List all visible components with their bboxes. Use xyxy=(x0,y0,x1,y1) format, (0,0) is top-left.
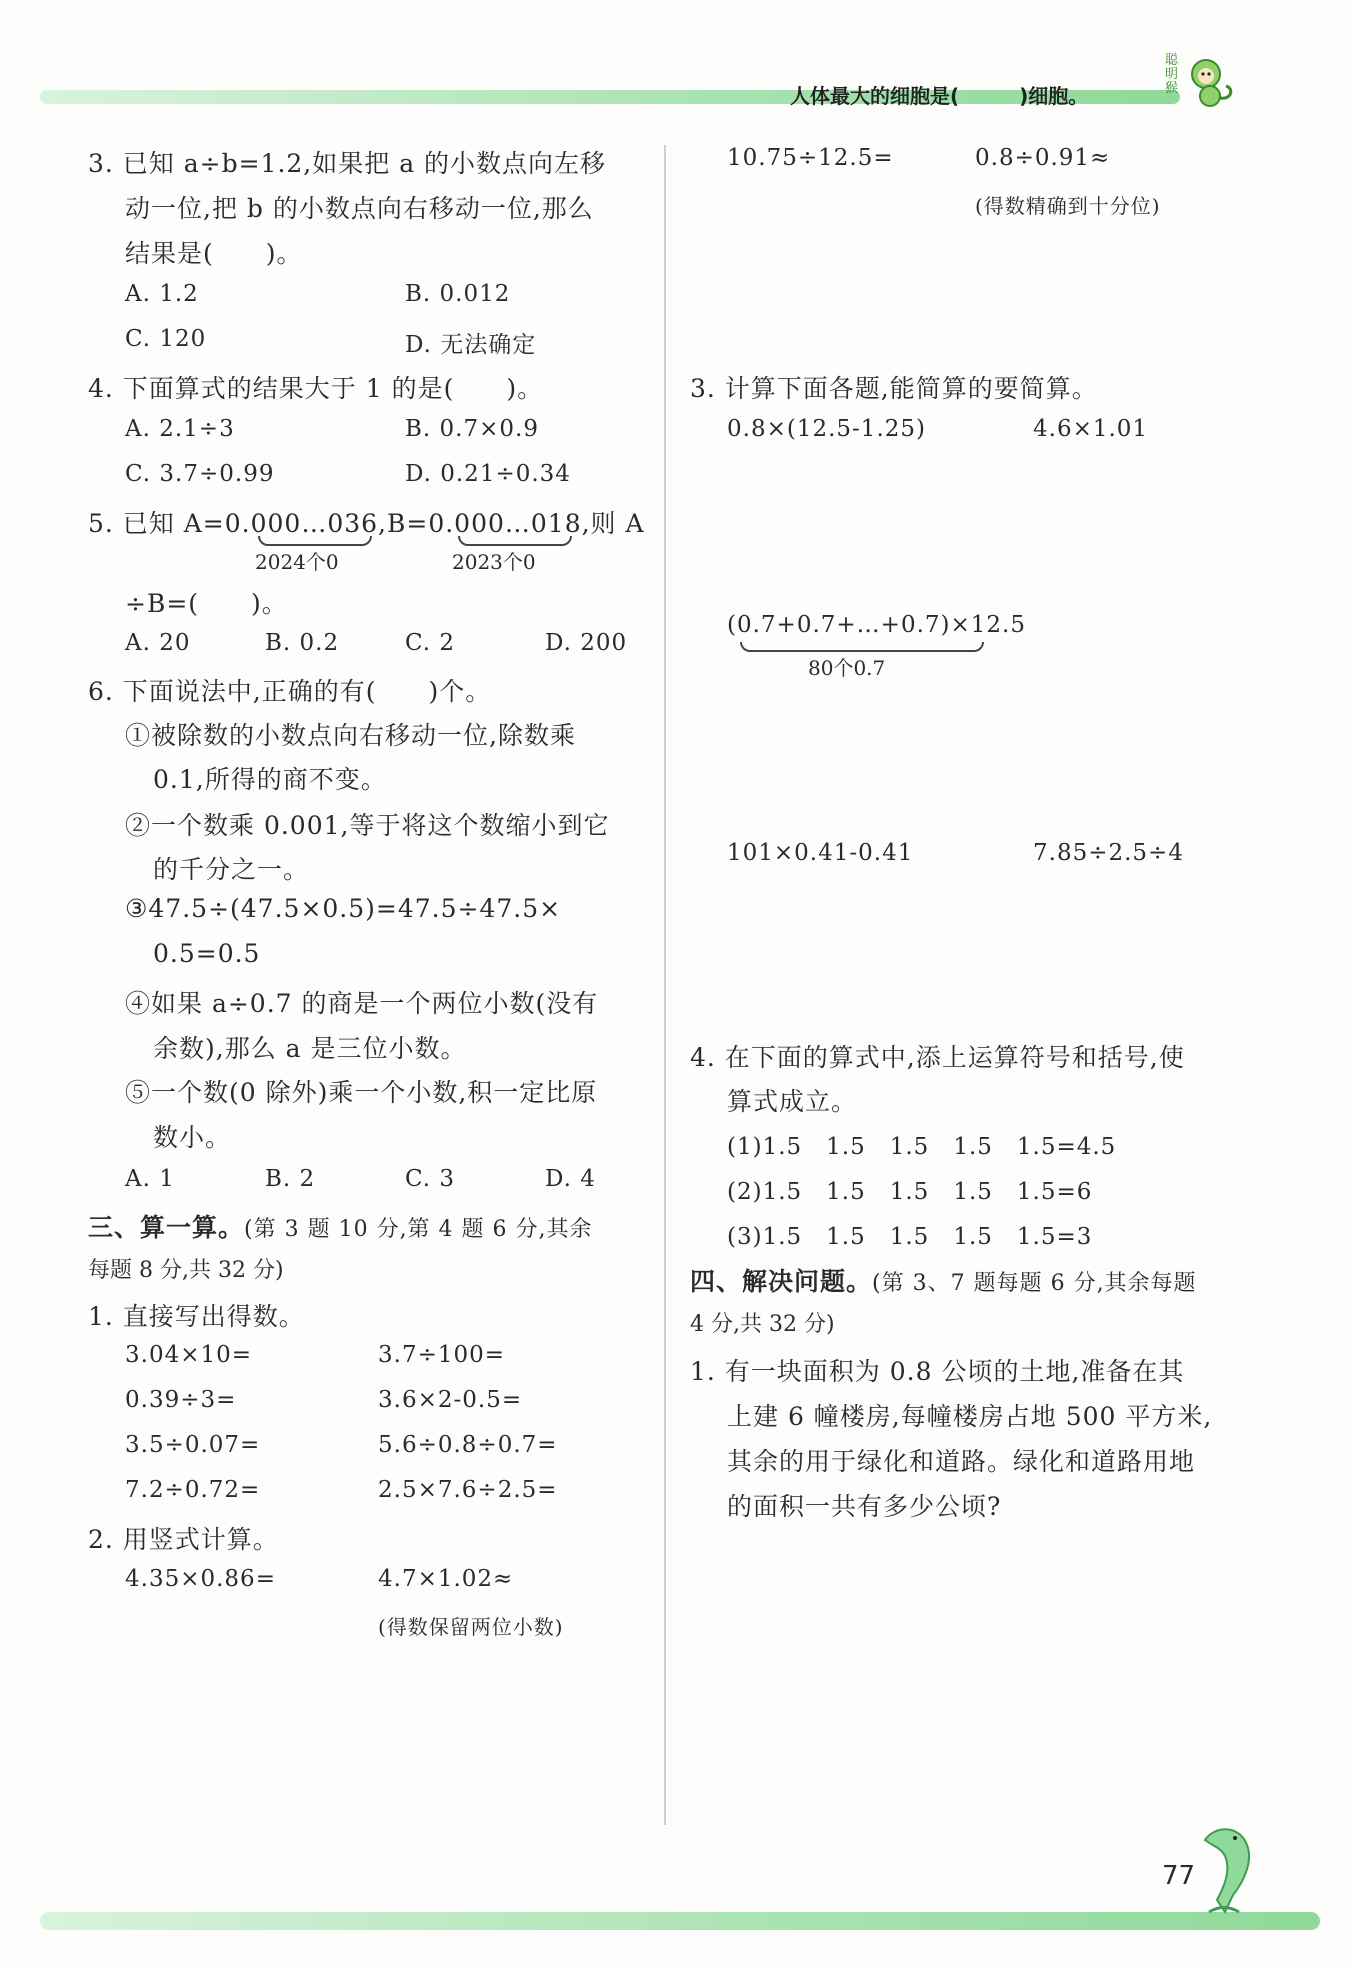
option-c[interactable]: C. 3.7÷0.99 xyxy=(125,461,275,487)
option-d[interactable]: D. 200 xyxy=(545,630,628,656)
option-a[interactable]: A. 1.2 xyxy=(125,281,199,307)
option-c[interactable]: C. 2 xyxy=(405,630,456,656)
calc-item: 5.6÷0.8÷0.7= xyxy=(378,1432,558,1458)
option-b[interactable]: B. 0.7×0.9 xyxy=(405,416,539,442)
page-number: 77 xyxy=(1162,1861,1196,1891)
brace xyxy=(458,536,572,546)
footer-bar xyxy=(40,1912,1320,1930)
calc-item: 0.39÷3= xyxy=(125,1387,237,1413)
header-trivia: 人体最大的细胞是( )细胞。 xyxy=(790,84,1089,108)
calc-item: 3.5÷0.07= xyxy=(125,1432,261,1458)
calc-item: 2.5×7.6÷2.5= xyxy=(378,1477,558,1503)
mascot-label: 聪 明 猴 xyxy=(1165,53,1179,96)
calc-item: 3.04×10= xyxy=(125,1342,253,1368)
column-divider xyxy=(664,145,666,1825)
option-a[interactable]: A. 20 xyxy=(125,630,191,656)
option-a[interactable]: A. 1 xyxy=(125,1166,175,1192)
dolphin-icon xyxy=(1195,1820,1265,1920)
calc-item: 7.2÷0.72= xyxy=(125,1477,261,1503)
option-a[interactable]: A. 2.1÷3 xyxy=(125,416,235,442)
option-d[interactable]: D. 0.21÷0.34 xyxy=(405,461,571,487)
brace xyxy=(740,642,984,652)
option-c[interactable]: C. 3 xyxy=(405,1166,456,1192)
option-d[interactable]: D. 4 xyxy=(545,1166,596,1192)
option-b[interactable]: B. 0.2 xyxy=(265,630,340,656)
option-d[interactable]: D. 无法确定 xyxy=(405,332,537,358)
brace xyxy=(258,536,372,546)
option-b[interactable]: B. 2 xyxy=(265,1166,316,1192)
option-b[interactable]: B. 0.012 xyxy=(405,281,511,307)
option-c[interactable]: C. 120 xyxy=(125,326,207,352)
calc-item: 3.6×2-0.5= xyxy=(378,1387,523,1413)
calc-item: 3.7÷100= xyxy=(378,1342,506,1368)
